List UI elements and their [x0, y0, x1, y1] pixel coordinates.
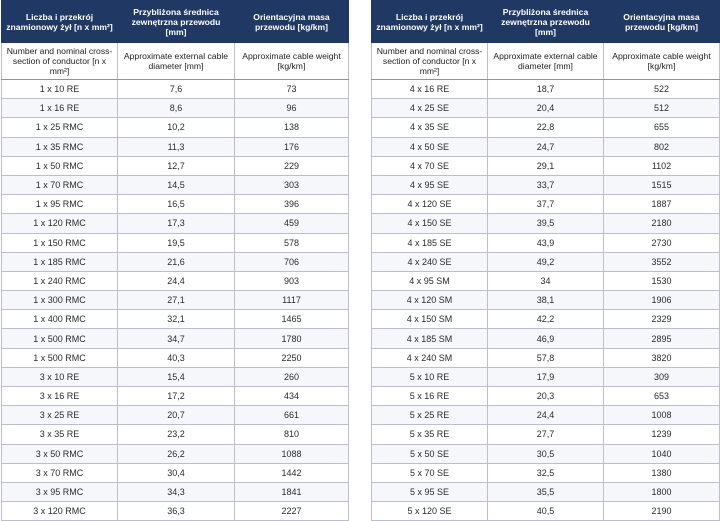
cell-weight: 512 [604, 99, 720, 118]
table-row [372, 175, 720, 194]
cell-diameter: 34,7 [118, 329, 235, 348]
cell-conductor: 3 x 10 RE [2, 367, 118, 386]
table-row [372, 482, 720, 501]
table-row [2, 387, 349, 406]
cell-weight: 1380 [604, 463, 720, 482]
cell-conductor: 5 x 10 RE [372, 367, 488, 386]
col-header-pl-weight: Orientacyjna masa przewodu [kg/km] [235, 1, 349, 43]
table-row [2, 233, 349, 252]
table-row [372, 118, 720, 137]
cell-weight: 1530 [604, 271, 720, 290]
table-row [372, 406, 720, 425]
cell-diameter: 23,2 [118, 425, 235, 444]
cell-diameter: 17,2 [118, 387, 235, 406]
table-row [2, 367, 349, 386]
table-row [2, 137, 349, 156]
cell-conductor: 1 x 185 RMC [2, 252, 118, 271]
col-header-en-weight: Approximate cable weight [kg/km] [235, 43, 349, 80]
cell-weight: 1102 [604, 156, 720, 175]
cell-diameter: 32,1 [118, 310, 235, 329]
table-row [372, 310, 720, 329]
table-row [372, 252, 720, 271]
cell-conductor: 3 x 25 RE [2, 406, 118, 425]
cell-weight: 1008 [604, 406, 720, 425]
table-body-left [2, 80, 349, 521]
cell-diameter: 20,4 [488, 99, 604, 118]
cell-diameter: 40,5 [488, 502, 604, 521]
cell-diameter: 26,2 [118, 444, 235, 463]
table-row [372, 348, 720, 367]
cell-conductor: 4 x 50 SE [372, 137, 488, 156]
cell-conductor: 4 x 150 SM [372, 310, 488, 329]
cell-conductor: 4 x 240 SE [372, 252, 488, 271]
cell-weight: 260 [235, 367, 349, 386]
table-row [372, 367, 720, 386]
cell-conductor: 4 x 70 SE [372, 156, 488, 175]
cell-weight: 2895 [604, 329, 720, 348]
cell-conductor: 4 x 35 SE [372, 118, 488, 137]
cell-conductor: 4 x 185 SE [372, 233, 488, 252]
cell-conductor: 3 x 95 RMC [2, 482, 118, 501]
table-row [372, 329, 720, 348]
cell-diameter: 7,6 [118, 80, 235, 99]
header-row-english [372, 43, 720, 80]
cell-weight: 73 [235, 80, 349, 99]
cell-weight: 1088 [235, 444, 349, 463]
cell-diameter: 11,3 [118, 137, 235, 156]
table-row [372, 195, 720, 214]
cell-weight: 1906 [604, 291, 720, 310]
cell-conductor: 1 x 240 RMC [2, 271, 118, 290]
cell-diameter: 20,7 [118, 406, 235, 425]
col-header-pl-diameter: Przybliżona średnica zewnętrzna przewodu [mm] [488, 1, 604, 43]
cell-conductor: 4 x 185 SM [372, 329, 488, 348]
cell-weight: 2180 [604, 214, 720, 233]
cell-weight: 309 [604, 367, 720, 386]
cell-diameter: 24,7 [488, 137, 604, 156]
cell-weight: 655 [604, 118, 720, 137]
cell-diameter: 42,2 [488, 310, 604, 329]
cell-diameter: 15,4 [118, 367, 235, 386]
cell-weight: 1117 [235, 291, 349, 310]
cell-diameter: 49,2 [488, 252, 604, 271]
table-row [2, 329, 349, 348]
table-row [372, 99, 720, 118]
table-row [2, 406, 349, 425]
col-header-en-diameter: Approximate external cable diameter [mm] [118, 43, 235, 80]
cell-diameter: 43,9 [488, 233, 604, 252]
cell-weight: 903 [235, 271, 349, 290]
cell-diameter: 46,9 [488, 329, 604, 348]
cell-diameter: 29,1 [488, 156, 604, 175]
cell-conductor: 3 x 16 RE [2, 387, 118, 406]
cell-conductor: 4 x 25 SE [372, 99, 488, 118]
cell-conductor: 3 x 35 RE [2, 425, 118, 444]
cell-conductor: 4 x 120 SM [372, 291, 488, 310]
cell-weight: 138 [235, 118, 349, 137]
cell-conductor: 5 x 95 SE [372, 482, 488, 501]
table-row [372, 425, 720, 444]
table-row [372, 291, 720, 310]
cell-weight: 96 [235, 99, 349, 118]
table-row [2, 463, 349, 482]
col-header-en-diameter: Approximate external cable diameter [mm] [488, 43, 604, 80]
table-row [2, 156, 349, 175]
cell-diameter: 32,5 [488, 463, 604, 482]
table-row [2, 482, 349, 501]
cell-weight: 1780 [235, 329, 349, 348]
cell-diameter: 36,3 [118, 502, 235, 521]
cell-diameter: 39,5 [488, 214, 604, 233]
cell-diameter: 35,5 [488, 482, 604, 501]
table-row [2, 348, 349, 367]
cell-weight: 1887 [604, 195, 720, 214]
cell-conductor: 5 x 50 SE [372, 444, 488, 463]
table-row [372, 137, 720, 156]
table-row [372, 214, 720, 233]
col-header-pl-conductor: Liczba i przekrój znamionowy żył [n x mm²] [372, 1, 488, 43]
cell-conductor: 5 x 120 SE [372, 502, 488, 521]
cell-weight: 2730 [604, 233, 720, 252]
col-header-en-conductor: Number and nominal cross-section of conductor [n x mm²] [372, 43, 488, 80]
cell-weight: 229 [235, 156, 349, 175]
cell-conductor: 1 x 500 RMC [2, 329, 118, 348]
cell-diameter: 12,7 [118, 156, 235, 175]
cell-diameter: 17,3 [118, 214, 235, 233]
table-row [2, 252, 349, 271]
table-body-right [372, 80, 720, 521]
cell-diameter: 17,9 [488, 367, 604, 386]
cell-weight: 396 [235, 195, 349, 214]
header-row-english [2, 43, 349, 80]
header-row-polish [372, 1, 720, 43]
table-row [372, 444, 720, 463]
table-row [2, 80, 349, 99]
table-row [2, 99, 349, 118]
cell-conductor: 1 x 120 RMC [2, 214, 118, 233]
cell-conductor: 4 x 95 SE [372, 175, 488, 194]
cell-diameter: 34,3 [118, 482, 235, 501]
cell-diameter: 30,5 [488, 444, 604, 463]
col-header-en-weight: Approximate cable weight [kg/km] [604, 43, 720, 80]
cell-weight: 578 [235, 233, 349, 252]
cell-weight: 1239 [604, 425, 720, 444]
cell-weight: 1841 [235, 482, 349, 501]
table-row [2, 310, 349, 329]
table-row [372, 463, 720, 482]
col-header-en-conductor: Number and nominal cross-section of conductor [n x mm²] [2, 43, 118, 80]
cell-conductor: 3 x 70 RMC [2, 463, 118, 482]
cell-diameter: 14,5 [118, 175, 235, 194]
cell-conductor: 3 x 120 RMC [2, 502, 118, 521]
col-header-pl-conductor: Liczba i przekrój znamionowy żył [n x mm²] [2, 1, 118, 43]
cell-conductor: 1 x 35 RMC [2, 137, 118, 156]
cell-diameter: 40,3 [118, 348, 235, 367]
cell-conductor: 4 x 150 SE [372, 214, 488, 233]
table-row [372, 502, 720, 521]
cell-conductor: 1 x 50 RMC [2, 156, 118, 175]
cell-diameter: 38,1 [488, 291, 604, 310]
table-row [2, 271, 349, 290]
table-row [2, 175, 349, 194]
cell-weight: 802 [604, 137, 720, 156]
cell-conductor: 1 x 300 RMC [2, 291, 118, 310]
table-row [2, 118, 349, 137]
col-header-pl-weight: Orientacyjna masa przewodu [kg/km] [604, 1, 720, 43]
cell-weight: 653 [604, 387, 720, 406]
table-row [2, 214, 349, 233]
col-header-pl-diameter: Przybliżona średnica zewnętrzna przewodu [mm] [118, 1, 235, 43]
cell-conductor: 5 x 35 RE [372, 425, 488, 444]
cell-conductor: 4 x 120 SE [372, 195, 488, 214]
cell-conductor: 1 x 150 RMC [2, 233, 118, 252]
cell-conductor: 1 x 95 RMC [2, 195, 118, 214]
cell-weight: 459 [235, 214, 349, 233]
cell-weight: 706 [235, 252, 349, 271]
cell-conductor: 1 x 10 RE [2, 80, 118, 99]
cell-conductor: 1 x 16 RE [2, 99, 118, 118]
cell-diameter: 57,8 [488, 348, 604, 367]
cell-diameter: 16,5 [118, 195, 235, 214]
cell-conductor: 1 x 400 RMC [2, 310, 118, 329]
cell-weight: 1800 [604, 482, 720, 501]
cell-conductor: 4 x 95 SM [372, 271, 488, 290]
table-row [372, 156, 720, 175]
cell-weight: 1515 [604, 175, 720, 194]
table-row [372, 271, 720, 290]
header-row-polish [2, 1, 349, 43]
cell-conductor: 5 x 25 RE [372, 406, 488, 425]
table-row [2, 195, 349, 214]
cell-conductor: 1 x 70 RMC [2, 175, 118, 194]
cell-diameter: 19,5 [118, 233, 235, 252]
cell-diameter: 24,4 [488, 406, 604, 425]
cell-weight: 2250 [235, 348, 349, 367]
cable-table-left [1, 0, 349, 521]
cell-diameter: 18,7 [488, 80, 604, 99]
cell-conductor: 1 x 25 RMC [2, 118, 118, 137]
cell-weight: 303 [235, 175, 349, 194]
cell-weight: 2190 [604, 502, 720, 521]
cell-diameter: 20,3 [488, 387, 604, 406]
cell-conductor: 5 x 70 SE [372, 463, 488, 482]
cell-diameter: 8,6 [118, 99, 235, 118]
cell-weight: 1442 [235, 463, 349, 482]
cell-conductor: 4 x 240 SM [372, 348, 488, 367]
cell-diameter: 24,4 [118, 271, 235, 290]
cell-conductor: 1 x 500 RMC [2, 348, 118, 367]
cell-diameter: 33,7 [488, 175, 604, 194]
cell-weight: 661 [235, 406, 349, 425]
cell-weight: 1040 [604, 444, 720, 463]
cell-diameter: 34 [488, 271, 604, 290]
cell-diameter: 21,6 [118, 252, 235, 271]
cable-table-right [371, 0, 720, 521]
table-row [2, 425, 349, 444]
cell-weight: 1465 [235, 310, 349, 329]
cell-diameter: 22,8 [488, 118, 604, 137]
table-row [372, 387, 720, 406]
table-row [372, 80, 720, 99]
cell-weight: 3552 [604, 252, 720, 271]
cell-weight: 2329 [604, 310, 720, 329]
cell-conductor: 5 x 16 RE [372, 387, 488, 406]
table-row [372, 233, 720, 252]
cell-diameter: 27,7 [488, 425, 604, 444]
cell-weight: 2227 [235, 502, 349, 521]
cell-diameter: 27,1 [118, 291, 235, 310]
cell-conductor: 4 x 16 RE [372, 80, 488, 99]
cell-weight: 176 [235, 137, 349, 156]
cell-weight: 522 [604, 80, 720, 99]
cell-weight: 434 [235, 387, 349, 406]
cell-conductor: 3 x 50 RMC [2, 444, 118, 463]
table-row [2, 291, 349, 310]
cell-diameter: 30,4 [118, 463, 235, 482]
cell-weight: 3820 [604, 348, 720, 367]
cell-diameter: 10,2 [118, 118, 235, 137]
cell-diameter: 37,7 [488, 195, 604, 214]
table-row [2, 502, 349, 521]
table-row [2, 444, 349, 463]
cell-weight: 810 [235, 425, 349, 444]
